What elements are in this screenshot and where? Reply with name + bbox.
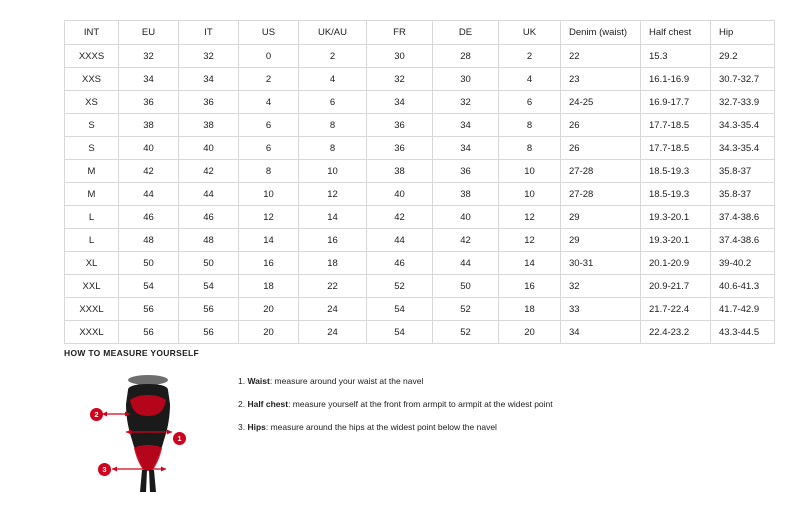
table-cell: XS: [65, 91, 119, 114]
table-cell: 10: [499, 183, 561, 206]
table-row: [65, 183, 775, 206]
how-to-measure-title: HOW TO MEASURE YOURSELF: [64, 348, 200, 358]
table-cell: 46: [119, 206, 179, 229]
table-cell: 23: [561, 68, 641, 91]
table-cell: 14: [499, 252, 561, 275]
table-cell: 35.8-37: [711, 183, 775, 206]
table-cell: 42: [119, 160, 179, 183]
table-cell: S: [65, 137, 119, 160]
table-cell: 34: [561, 321, 641, 344]
table-cell: 19.3-20.1: [641, 206, 711, 229]
table-cell: 26: [561, 114, 641, 137]
table-cell: XXL: [65, 275, 119, 298]
table-cell: 2: [499, 45, 561, 68]
table-cell: 41.7-42.9: [711, 298, 775, 321]
table-cell: 52: [433, 298, 499, 321]
table-cell: 16.1-16.9: [641, 68, 711, 91]
table-cell: 50: [119, 252, 179, 275]
table-cell: M: [65, 160, 119, 183]
table-cell: 50: [433, 275, 499, 298]
note-number: 2.: [238, 399, 248, 410]
note-term: Half chest: [247, 399, 289, 410]
table-cell: 4: [239, 91, 299, 114]
table-cell: 8: [239, 160, 299, 183]
table-cell: 20: [239, 298, 299, 321]
table-cell: 54: [367, 321, 433, 344]
table-cell: 36: [433, 160, 499, 183]
table-cell: 36: [367, 137, 433, 160]
note-text: : measure around your waist at the navel: [269, 376, 424, 386]
table-cell: 37.4-38.6: [711, 229, 775, 252]
table-cell: 34.3-35.4: [711, 137, 775, 160]
table-cell: 18.5-19.3: [641, 160, 711, 183]
table-cell: 56: [119, 298, 179, 321]
table-cell: 16.9-17.7: [641, 91, 711, 114]
table-cell: 40: [119, 137, 179, 160]
table-row: [65, 321, 775, 344]
table-cell: 32: [561, 275, 641, 298]
table-cell: 29: [561, 206, 641, 229]
table-cell: 22: [299, 275, 367, 298]
table-cell: 42: [367, 206, 433, 229]
table-cell: 10: [239, 183, 299, 206]
table-cell: 30-31: [561, 252, 641, 275]
table-cell: 40.6-41.3: [711, 275, 775, 298]
table-cell: 52: [433, 321, 499, 344]
badge-half-chest: 2: [90, 408, 103, 421]
table-cell: 30: [433, 68, 499, 91]
table-cell: 4: [499, 68, 561, 91]
table-cell: 34: [433, 137, 499, 160]
table-cell: 36: [179, 91, 239, 114]
table-cell: 4: [299, 68, 367, 91]
table-cell: 46: [179, 206, 239, 229]
table-cell: 17.7-18.5: [641, 114, 711, 137]
table-cell: 20: [499, 321, 561, 344]
table-cell: L: [65, 206, 119, 229]
table-column-header: IT: [179, 21, 239, 45]
table-header: [65, 21, 775, 45]
table-cell: 20: [239, 321, 299, 344]
table-cell: 30: [367, 45, 433, 68]
table-row: [65, 91, 775, 114]
table-cell: 15.3: [641, 45, 711, 68]
table-cell: 6: [239, 137, 299, 160]
table-cell: 38: [433, 183, 499, 206]
table-cell: 38: [119, 114, 179, 137]
table-cell: 38: [179, 114, 239, 137]
table-cell: 10: [299, 160, 367, 183]
table-cell: 14: [239, 229, 299, 252]
table-cell: 18: [239, 275, 299, 298]
table-cell: 20.9-21.7: [641, 275, 711, 298]
table-cell: 54: [179, 275, 239, 298]
table-cell: 37.4-38.6: [711, 206, 775, 229]
table-cell: 6: [239, 114, 299, 137]
table-cell: 8: [299, 137, 367, 160]
table-cell: 43.3-44.5: [711, 321, 775, 344]
table-cell: 32: [367, 68, 433, 91]
table-cell: 56: [119, 321, 179, 344]
table-cell: 30.7-32.7: [711, 68, 775, 91]
table-column-header: Half chest: [641, 21, 711, 45]
table-cell: 34: [119, 68, 179, 91]
table-cell: 27-28: [561, 160, 641, 183]
table-cell: XXXS: [65, 45, 119, 68]
table-cell: 48: [179, 229, 239, 252]
table-row: [65, 137, 775, 160]
table-cell: 16: [299, 229, 367, 252]
table-cell: 8: [499, 114, 561, 137]
badge-waist: 1: [173, 432, 186, 445]
note-number: 3.: [238, 422, 248, 433]
table-cell: XXXL: [65, 298, 119, 321]
mannequin-illustration: [88, 370, 208, 495]
table-column-header: Denim (waist): [561, 21, 641, 45]
table-cell: XXS: [65, 68, 119, 91]
table-cell: 24-25: [561, 91, 641, 114]
table-cell: 56: [179, 298, 239, 321]
table-row: [65, 298, 775, 321]
table-cell: 33: [561, 298, 641, 321]
table-cell: 12: [499, 206, 561, 229]
table-cell: 28: [433, 45, 499, 68]
table-cell: 6: [499, 91, 561, 114]
table-cell: 54: [119, 275, 179, 298]
table-row: [65, 206, 775, 229]
table-cell: 34: [367, 91, 433, 114]
table-cell: 24: [299, 321, 367, 344]
table-cell: 2: [299, 45, 367, 68]
table-column-header: UK/AU: [299, 21, 367, 45]
how-to-measure-section: [64, 348, 744, 495]
measurement-notes: [238, 376, 553, 446]
size-chart-table-wrapper: [64, 20, 760, 344]
table-row: [65, 229, 775, 252]
table-cell: 22.4-23.2: [641, 321, 711, 344]
table-cell: 18.5-19.3: [641, 183, 711, 206]
table-cell: 40: [433, 206, 499, 229]
table-cell: 34.3-35.4: [711, 114, 775, 137]
table-cell: 16: [239, 252, 299, 275]
table-row: [65, 68, 775, 91]
note-number: 1.: [238, 376, 248, 386]
table-cell: M: [65, 183, 119, 206]
measurement-note: [238, 376, 553, 386]
table-cell: 52: [367, 275, 433, 298]
mannequin-figure: [88, 370, 208, 495]
table-column-header: FR: [367, 21, 433, 45]
note-text: : measure yourself at the front from armpit to armpit at the widest point: [288, 399, 553, 410]
table-cell: 44: [433, 252, 499, 275]
table-column-header: US: [239, 21, 299, 45]
table-cell: 40: [367, 183, 433, 206]
table-cell: 32: [433, 91, 499, 114]
table-cell: XL: [65, 252, 119, 275]
table-column-header: DE: [433, 21, 499, 45]
table-cell: 50: [179, 252, 239, 275]
table-cell: 46: [367, 252, 433, 275]
table-cell: 12: [239, 206, 299, 229]
table-cell: 56: [179, 321, 239, 344]
note-term: Hips: [247, 422, 266, 433]
note-term: Waist: [247, 376, 270, 386]
size-chart-table: [64, 20, 775, 344]
table-cell: 12: [499, 229, 561, 252]
table-column-header: Hip: [711, 21, 775, 45]
table-cell: 27-28: [561, 183, 641, 206]
table-cell: 42: [433, 229, 499, 252]
table-cell: 54: [367, 298, 433, 321]
table-cell: 48: [119, 229, 179, 252]
table-cell: 44: [119, 183, 179, 206]
table-cell: 2: [239, 68, 299, 91]
measurement-note: [238, 399, 553, 409]
table-cell: 32: [179, 45, 239, 68]
table-cell: 18: [299, 252, 367, 275]
table-column-header: INT: [65, 21, 119, 45]
table-cell: 35.8-37: [711, 160, 775, 183]
note-text: : measure around the hips at the widest point below the navel: [265, 422, 497, 433]
table-cell: 12: [299, 183, 367, 206]
table-cell: 26: [561, 137, 641, 160]
table-cell: 34: [179, 68, 239, 91]
table-row: [65, 114, 775, 137]
table-cell: 22: [561, 45, 641, 68]
table-column-header: UK: [499, 21, 561, 45]
table-cell: 16: [499, 275, 561, 298]
table-row: [65, 252, 775, 275]
how-to-measure-body: [64, 368, 744, 495]
table-cell: L: [65, 229, 119, 252]
table-cell: 10: [499, 160, 561, 183]
table-row: [65, 45, 775, 68]
table-row: [65, 275, 775, 298]
table-cell: 8: [299, 114, 367, 137]
table-cell: 32.7-33.9: [711, 91, 775, 114]
table-cell: 32: [119, 45, 179, 68]
table-cell: 0: [239, 45, 299, 68]
table-cell: 29: [561, 229, 641, 252]
table-cell: 24: [299, 298, 367, 321]
table-cell: 40: [179, 137, 239, 160]
table-cell: S: [65, 114, 119, 137]
table-column-header: EU: [119, 21, 179, 45]
table-cell: 36: [367, 114, 433, 137]
badge-hips: 3: [98, 463, 111, 476]
table-cell: 19.3-20.1: [641, 229, 711, 252]
table-cell: 34: [433, 114, 499, 137]
table-cell: 36: [119, 91, 179, 114]
measurement-note: [238, 422, 553, 432]
table-body: [65, 45, 775, 344]
table-cell: 39-40.2: [711, 252, 775, 275]
table-cell: 42: [179, 160, 239, 183]
table-header-row: [65, 21, 775, 45]
table-cell: 6: [299, 91, 367, 114]
table-cell: 14: [299, 206, 367, 229]
table-cell: 20.1-20.9: [641, 252, 711, 275]
table-cell: 44: [367, 229, 433, 252]
table-cell: XXXL: [65, 321, 119, 344]
table-cell: 17.7-18.5: [641, 137, 711, 160]
table-cell: 38: [367, 160, 433, 183]
table-cell: 21.7-22.4: [641, 298, 711, 321]
table-cell: 44: [179, 183, 239, 206]
table-row: [65, 160, 775, 183]
table-cell: 18: [499, 298, 561, 321]
table-cell: 29.2: [711, 45, 775, 68]
table-cell: 8: [499, 137, 561, 160]
